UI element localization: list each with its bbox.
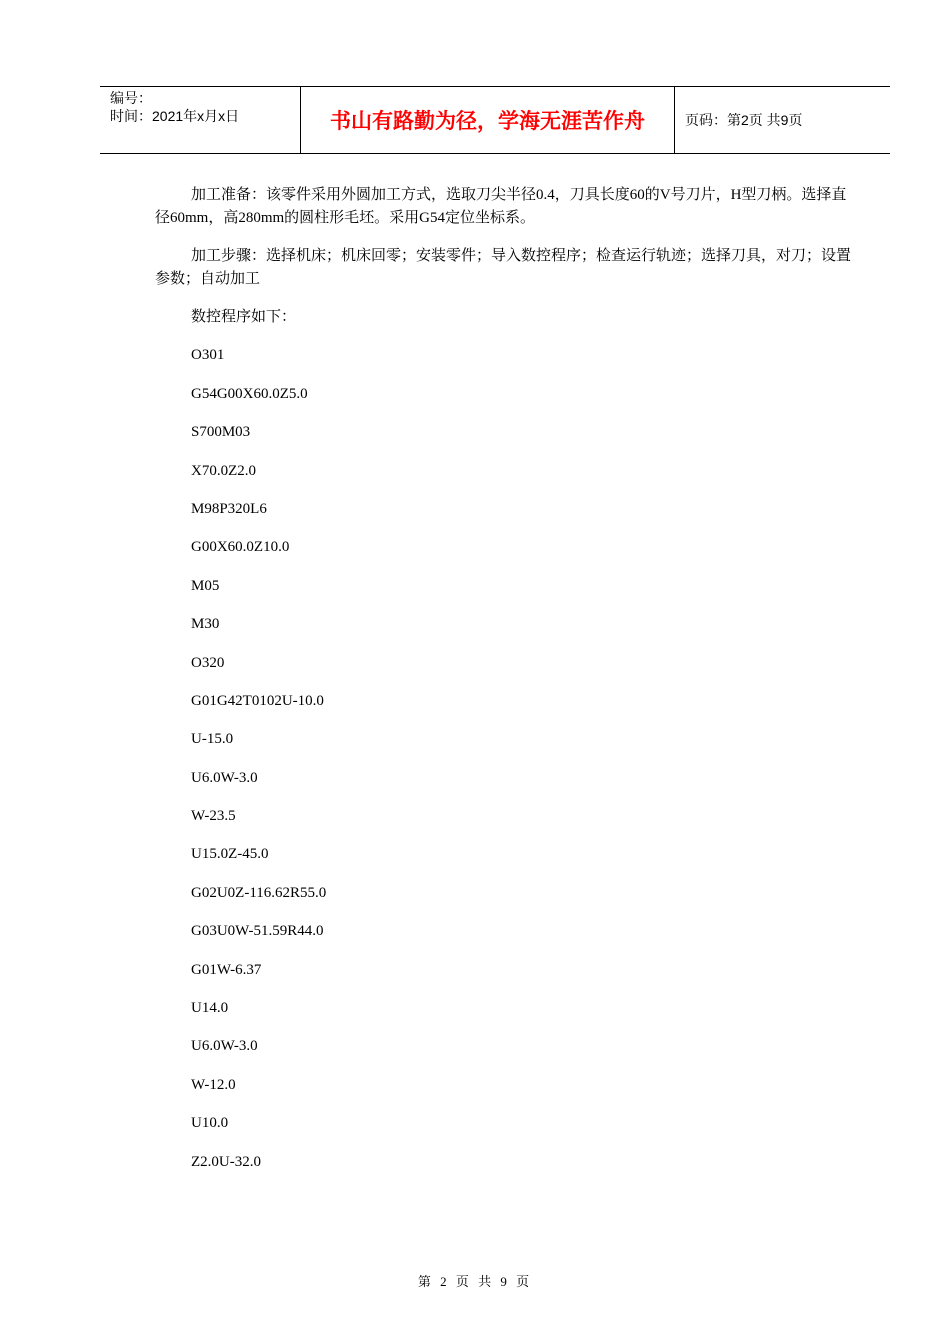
page-header	[100, 86, 890, 154]
page-footer: 第 2 页 共 9 页	[417, 1274, 533, 1289]
program-line: M05	[191, 577, 220, 594]
paragraph-preparation: 加工准备：该零件采用外圆加工方式，选取刀尖半径0.4，刀具长度60的V号刀片，H型刀柄。选择直径60mm，高280mm的圆柱形毛坯。采用G54定位坐标系。	[155, 187, 847, 226]
program-line: U10.0	[191, 1115, 229, 1132]
document-body	[155, 184, 855, 1189]
header-motto: 书山有路勤为径，学海无涯苦作舟	[301, 87, 675, 153]
program-intro: 数控程序如下：	[191, 309, 297, 325]
document-time-label: 时间：2021年x月x日	[110, 108, 240, 124]
paragraph-steps: 加工步骤：选择机床；机床回零；安装零件；导入数控程序；检查运行轨迹；选择刀具，对刀；设置参数；自动加工	[155, 248, 852, 287]
program-line: G01W-6.37	[191, 961, 262, 978]
program-line: Z2.0U-32.0	[191, 1153, 261, 1170]
program-listing	[155, 344, 855, 1189]
document-number-label: 编号：	[110, 90, 152, 106]
program-line: U6.0W-3.0	[191, 1038, 258, 1055]
program-line: S700M03	[191, 424, 251, 441]
program-line: M98P320L6	[191, 500, 267, 517]
program-line: U6.0W-3.0	[191, 769, 258, 786]
program-line: M30	[191, 616, 220, 633]
header-info-cell	[100, 87, 301, 153]
program-line: W-12.0	[191, 1076, 236, 1093]
program-line: G03U0W-51.59R44.0	[191, 923, 324, 940]
program-line: G54G00X60.0Z5.0	[191, 385, 308, 402]
program-line: W-23.5	[191, 808, 236, 825]
program-line: X70.0Z2.0	[191, 462, 256, 479]
program-line: G02U0Z-116.62R55.0	[191, 884, 327, 901]
program-line: O320	[191, 654, 225, 671]
program-line: U15.0Z-45.0	[191, 846, 269, 863]
program-line: O301	[191, 347, 225, 364]
program-line: G00X60.0Z10.0	[191, 539, 290, 556]
program-line: U-15.0	[191, 731, 234, 748]
program-line: G01G42T0102U-10.0	[191, 692, 324, 709]
header-page-label: 页码：第2页 共9页	[685, 112, 803, 128]
program-line: U14.0	[191, 1000, 229, 1017]
